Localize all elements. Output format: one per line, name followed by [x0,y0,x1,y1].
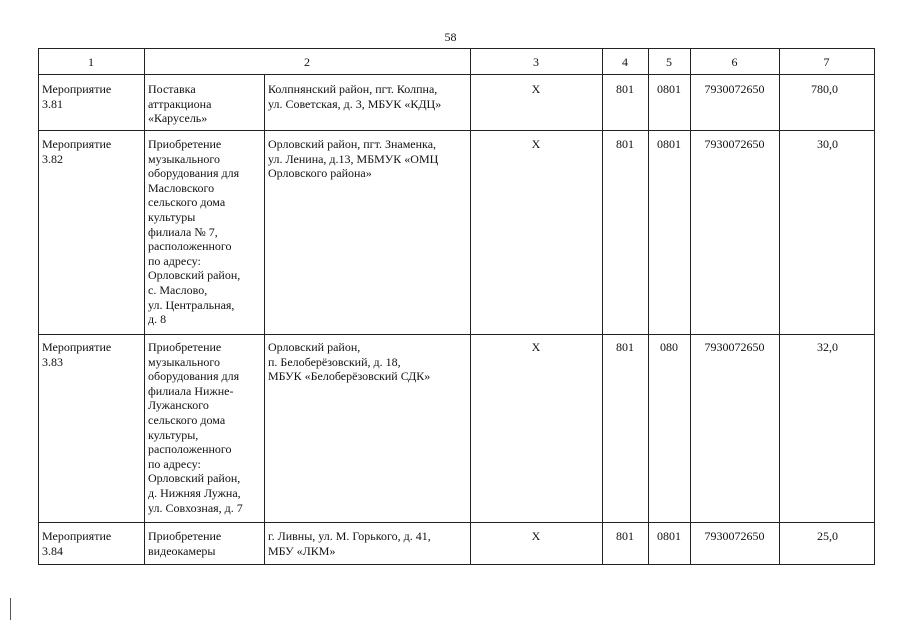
col5-cell: 0801 [657,529,681,543]
location-cell: Орловский район, пгт. Знаменка, ул. Ленина, д.13, МБМУК «ОМЦ Орловского района» [268,137,439,181]
header-col-7: 7 [823,55,830,69]
col6-cell: 7930072650 [704,82,765,96]
header-col-2: 2 [304,55,310,69]
description-cell: Приобретение музыкального оборудования для филиала Нижне- Лужанского сельского дома культуры, расположенного по адресу: Орловский район, д. Нижняя Лужна, ул. Совхозная, д. 7 [148,340,243,515]
col5-cell: 0801 [657,82,681,96]
column-divider [648,48,649,565]
header-col-3: 3 [533,55,539,69]
col7-cell: 780,0 [811,82,838,96]
event-code-cell: Мероприятие 3.81 [42,82,112,111]
col3-cell: Х [531,82,541,96]
header-col-4: 4 [622,55,628,69]
header-row-divider [38,74,875,75]
col6-cell: 7930072650 [704,529,765,543]
table-border-bottom [38,564,875,565]
col3-cell: Х [531,137,541,151]
col3-cell: Х [531,529,541,543]
col6-cell: 7930072650 [704,340,765,354]
col4-cell: 801 [616,529,634,543]
row-divider [38,130,875,131]
event-code-cell: Мероприятие 3.82 [42,137,112,166]
column-divider [779,48,780,565]
col7-cell: 25,0 [817,529,838,543]
row-divider [38,334,875,335]
event-code-cell: Мероприятие 3.83 [42,340,112,369]
header-col-6: 6 [731,55,738,69]
column-divider [470,48,471,565]
table-border-right [874,48,875,565]
description-cell: Приобретение музыкального оборудования для Масловского сельского дома культуры филиала № 7, расположенного по адресу: Орловский район, с. Маслово, ул. Центральная, д. 8 [148,137,241,327]
header-col-5: 5 [666,55,672,69]
location-cell: г. Ливны, ул. М. Горького, д. 41, МБУ «ЛКМ» [268,529,431,558]
col7-cell: 30,0 [817,137,838,151]
col5-cell: 0801 [657,137,681,151]
col3-cell: Х [531,340,541,354]
description-cell: Приобретение видеокамеры [148,529,222,558]
table-border-top [38,48,875,49]
col4-cell: 801 [616,137,634,151]
location-cell: Колпнянский район, пгт. Колпна, ул. Советская, д. 3, МБУК «КДЦ» [268,82,442,111]
col6-cell: 7930072650 [704,137,765,151]
page-number: 58 [444,30,457,44]
location-cell: Орловский район, п. Белоберёзовский, д. 18, МБУК «Белоберёзовский СДК» [268,340,431,384]
table-border-left [38,48,39,565]
column-divider [602,48,603,565]
description-cell: Поставка аттракциона «Карусель» [148,82,212,126]
column-divider [690,48,691,565]
col7-cell: 32,0 [817,340,838,354]
col4-cell: 801 [616,82,634,96]
event-code-cell: Мероприятие 3.84 [42,529,112,558]
col4-cell: 801 [616,340,634,354]
header-col-1: 1 [88,55,94,69]
margin-mark [10,598,11,620]
col5-cell: 080 [660,340,678,354]
row-divider [38,522,875,523]
